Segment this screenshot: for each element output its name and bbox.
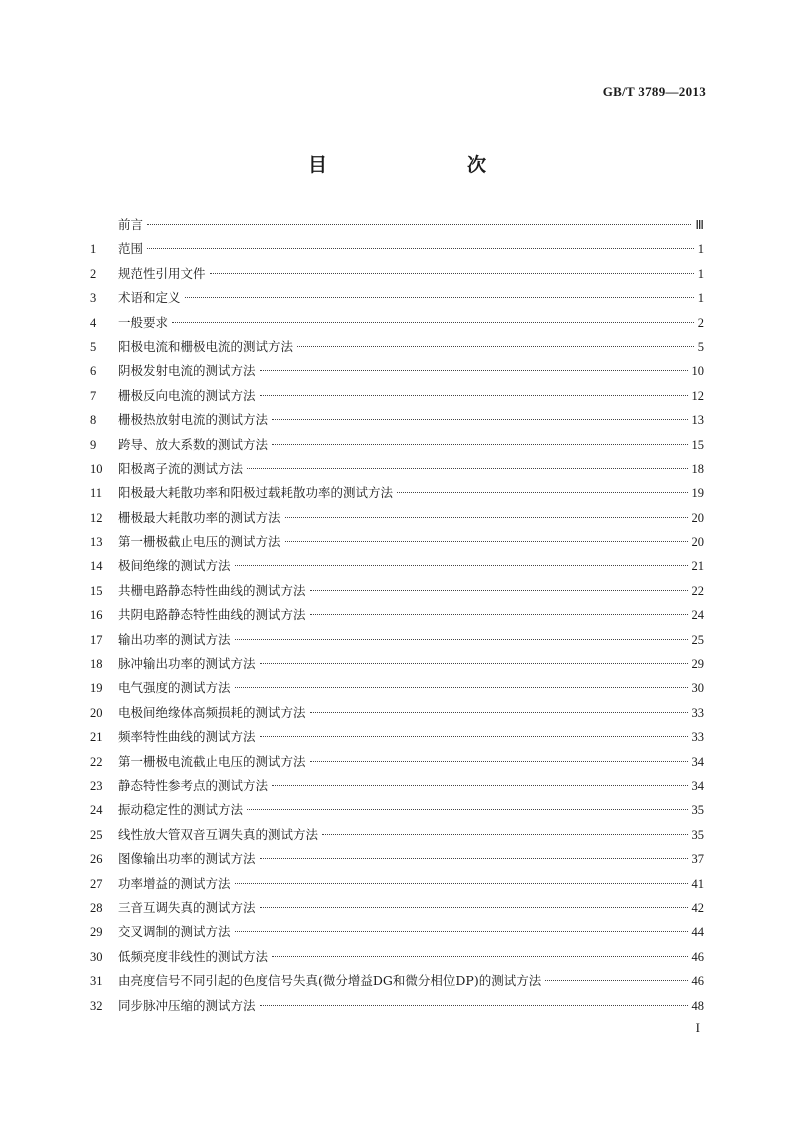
toc-dot-leader	[272, 443, 687, 445]
standard-number: GB/T 3789—2013	[602, 84, 706, 99]
toc-entry-number: 6	[90, 364, 97, 379]
toc-entry-page: 48	[691, 998, 704, 1013]
toc-entry-number: 8	[90, 413, 97, 428]
toc-entry[interactable]	[90, 335, 704, 359]
toc-entry[interactable]	[90, 579, 704, 603]
toc-entry-number: 23	[90, 778, 103, 793]
toc-entry-page: 44	[691, 925, 704, 940]
toc-entry[interactable]	[90, 359, 704, 383]
toc-entry-label: 线性放大管双音互调失真的测试方法	[118, 826, 319, 842]
toc-entry-page: 25	[691, 632, 704, 647]
toc-entry[interactable]	[90, 311, 704, 335]
toc-dot-leader	[260, 857, 688, 859]
toc-entry-page: 2	[697, 315, 704, 330]
toc-entry-number: 26	[90, 852, 103, 867]
toc-entry[interactable]	[90, 823, 704, 847]
toc-entry-page: 35	[691, 827, 704, 842]
toc-entry-page: 46	[691, 974, 704, 989]
toc-dot-leader	[260, 369, 688, 371]
toc-entry-label: 由亮度信号不同引起的色度信号失真(微分增益DG和微分相位DP)的测试方法	[118, 973, 542, 989]
toc-dot-leader	[260, 394, 688, 396]
toc-dot-leader	[285, 540, 688, 542]
toc-entry-page: 35	[691, 803, 704, 818]
toc-entry[interactable]	[90, 945, 704, 969]
toc-entry[interactable]	[90, 213, 704, 237]
toc-entry-label: 功率增益的测试方法	[118, 875, 231, 891]
toc-dot-leader	[272, 955, 687, 957]
toc-entry-number: 19	[90, 681, 103, 696]
toc-dot-leader	[147, 223, 691, 225]
toc-entry-page: 41	[691, 876, 704, 891]
toc-dot-leader	[310, 760, 688, 762]
toc-entry-number: 12	[90, 510, 103, 525]
toc-entry-number: 25	[90, 827, 103, 842]
toc-dot-leader	[272, 784, 687, 786]
toc-dot-leader	[235, 686, 688, 688]
toc-dot-leader	[260, 906, 688, 908]
toc-entry-label: 一般要求	[118, 314, 169, 330]
toc-entry-label: 前言	[118, 217, 144, 232]
toc-entry-number: 11	[90, 486, 103, 501]
page-title: 目 次	[307, 154, 520, 176]
toc-entry[interactable]	[90, 530, 704, 554]
toc-entry-label: 低频亮度非线性的测试方法	[118, 948, 269, 964]
toc-entry[interactable]	[90, 408, 704, 432]
toc-entry-label: 规范性引用文件	[118, 265, 206, 281]
toc-entry-label: 栅极热放射电流的测试方法	[118, 412, 269, 428]
toc-entry-label: 术语和定义	[118, 290, 181, 306]
toc-entry-number: 5	[90, 339, 97, 354]
toc-entry-page: 1	[697, 291, 704, 306]
toc-entry-number: 7	[90, 388, 97, 403]
toc-entry-label: 共阴电路静态特性曲线的测试方法	[118, 607, 306, 623]
toc-dot-leader	[247, 808, 687, 810]
toc-entry-page: 20	[691, 535, 704, 550]
toc-entry-page: 5	[697, 339, 704, 354]
toc-entry[interactable]	[90, 554, 704, 578]
toc-entry[interactable]	[90, 920, 704, 944]
toc-entry-label: 阴极发射电流的测试方法	[118, 363, 256, 379]
toc-dot-leader	[235, 930, 688, 932]
toc-entry-page: 1	[697, 266, 704, 281]
toc-entry-page: 12	[691, 388, 704, 403]
toc-entry-page: 34	[691, 778, 704, 793]
toc-entry-page: 21	[691, 559, 704, 574]
toc-entry-page: 20	[691, 510, 704, 525]
toc-entry-number: 1	[90, 242, 97, 257]
toc-entry-number: 29	[90, 925, 103, 940]
toc-entry[interactable]	[90, 262, 704, 286]
toc-entry-label: 跨导、放大系数的测试方法	[118, 436, 269, 452]
toc-dot-leader	[322, 833, 687, 835]
toc-entry-number: 21	[90, 730, 103, 745]
toc-entry-label: 三音互调失真的测试方法	[118, 899, 256, 915]
toc-dot-leader	[247, 467, 687, 469]
toc-entry[interactable]	[90, 433, 704, 457]
toc-entry-page: Ⅲ	[695, 218, 704, 232]
toc-entry-label: 阳极电流和栅极电流的测试方法	[118, 338, 294, 354]
toc-dot-leader	[397, 491, 687, 493]
toc-entry-number: 3	[90, 291, 97, 306]
toc-entry-number: 20	[90, 705, 103, 720]
toc-entry[interactable]	[90, 896, 704, 920]
toc-entry-number: 32	[90, 998, 103, 1013]
toc-entry-number: 16	[90, 608, 103, 623]
toc-entry-page: 24	[691, 608, 704, 623]
toc-entry-label: 静态特性参考点的测试方法	[118, 777, 269, 793]
toc-entry-page: 46	[691, 949, 704, 964]
toc-dot-leader	[235, 638, 688, 640]
toc-entry[interactable]	[90, 384, 704, 408]
toc-entry-page: 33	[691, 730, 704, 745]
toc-entry[interactable]	[90, 676, 704, 700]
toc-entry-number: 10	[90, 461, 103, 476]
toc-dot-leader	[235, 882, 688, 884]
toc-entry[interactable]	[90, 969, 704, 993]
toc-dot-leader	[545, 979, 687, 981]
toc-dot-leader	[210, 272, 694, 274]
toc-entry[interactable]	[90, 457, 704, 481]
toc-entry-number: 18	[90, 657, 103, 672]
toc-entry-label: 电极间绝缘体高频损耗的测试方法	[118, 704, 306, 720]
toc-dot-leader	[310, 589, 688, 591]
toc-entry-number: 17	[90, 632, 103, 647]
toc-entry-label: 共栅电路静态特性曲线的测试方法	[118, 582, 306, 598]
toc-entry-number: 28	[90, 900, 103, 915]
toc-entry-label: 图像输出功率的测试方法	[118, 851, 256, 867]
toc-entry-page: 10	[691, 364, 704, 379]
toc-dot-leader	[297, 345, 694, 347]
toc-entry-page: 33	[691, 705, 704, 720]
toc-entry-label: 阳极最大耗散功率和阳极过载耗散功率的测试方法	[118, 485, 394, 501]
toc-entry-number: 24	[90, 803, 103, 818]
toc-entry-label: 交叉调制的测试方法	[118, 924, 231, 940]
toc-dot-leader	[310, 711, 688, 713]
toc-dot-leader	[310, 613, 688, 615]
toc-entry-label: 同步脉冲压缩的测试方法	[118, 997, 256, 1013]
toc-entry[interactable]	[90, 701, 704, 725]
toc-dot-leader	[235, 564, 688, 566]
toc-entry[interactable]	[90, 603, 704, 627]
toc-dot-leader	[285, 516, 688, 518]
toc-entry-page: 30	[691, 681, 704, 696]
toc-dot-leader	[260, 1004, 688, 1006]
toc-entry-label: 振动稳定性的测试方法	[118, 802, 244, 818]
toc-entry-number: 31	[90, 974, 103, 989]
toc-entry-page: 1	[697, 242, 704, 257]
toc-entry-label: 第一栅极电流截止电压的测试方法	[118, 753, 306, 769]
toc-entry[interactable]	[90, 652, 704, 676]
toc-entry-number: 9	[90, 437, 97, 452]
toc-entry-number: 22	[90, 754, 103, 769]
toc-dot-leader	[272, 418, 687, 420]
toc-dot-leader	[260, 662, 688, 664]
toc-dot-leader	[260, 735, 688, 737]
toc-entry[interactable]	[90, 506, 704, 530]
toc-entry-label: 极间绝缘的测试方法	[118, 558, 231, 574]
toc-entry[interactable]	[90, 237, 704, 261]
toc-entry-number: 2	[90, 266, 97, 281]
toc-entry-label: 栅极最大耗散功率的测试方法	[118, 509, 281, 525]
toc-entry-number: 30	[90, 949, 103, 964]
toc-entry-number: 27	[90, 876, 103, 891]
toc-entry-page: 15	[691, 437, 704, 452]
toc-dot-leader	[147, 247, 694, 249]
toc-entry-label: 栅极反向电流的测试方法	[118, 387, 256, 403]
toc-entry-page: 29	[691, 657, 704, 672]
toc-entry[interactable]	[90, 798, 704, 822]
toc-entry-number: 4	[90, 315, 97, 330]
toc-entry-label: 第一栅极截止电压的测试方法	[118, 534, 281, 550]
toc-entry-page: 37	[691, 852, 704, 867]
toc-entry-number: 13	[90, 535, 103, 550]
page-number: I	[695, 1020, 700, 1035]
toc-entry-page: 22	[691, 583, 704, 598]
toc-entry[interactable]	[90, 847, 704, 871]
toc-entry-label: 阳极离子流的测试方法	[118, 460, 244, 476]
toc-entry[interactable]	[90, 750, 704, 774]
toc-entry-number: 15	[90, 583, 103, 598]
toc-entry[interactable]	[90, 994, 704, 1018]
toc-entry[interactable]	[90, 628, 704, 652]
toc-entry[interactable]	[90, 872, 704, 896]
toc-dot-leader	[185, 296, 694, 298]
toc-entry-label: 输出功率的测试方法	[118, 631, 231, 647]
toc-entry[interactable]	[90, 725, 704, 749]
toc-entry-page: 42	[691, 900, 704, 915]
toc-entry-page: 19	[691, 486, 704, 501]
toc-entry-page: 34	[691, 754, 704, 769]
toc-entry-label: 范围	[118, 241, 144, 257]
toc-dot-leader	[172, 321, 694, 323]
toc-entry[interactable]	[90, 286, 704, 310]
toc-entry-label: 脉冲输出功率的测试方法	[118, 656, 256, 672]
toc-entry[interactable]	[90, 481, 704, 505]
toc-entry-page: 18	[691, 461, 704, 476]
toc-entry-page: 13	[691, 413, 704, 428]
toc-entry-label: 频率特性曲线的测试方法	[118, 729, 256, 745]
toc-entry-number: 14	[90, 559, 103, 574]
toc-entry-label: 电气强度的测试方法	[118, 680, 231, 696]
toc-entry[interactable]	[90, 774, 704, 798]
table-of-contents	[90, 213, 704, 1018]
